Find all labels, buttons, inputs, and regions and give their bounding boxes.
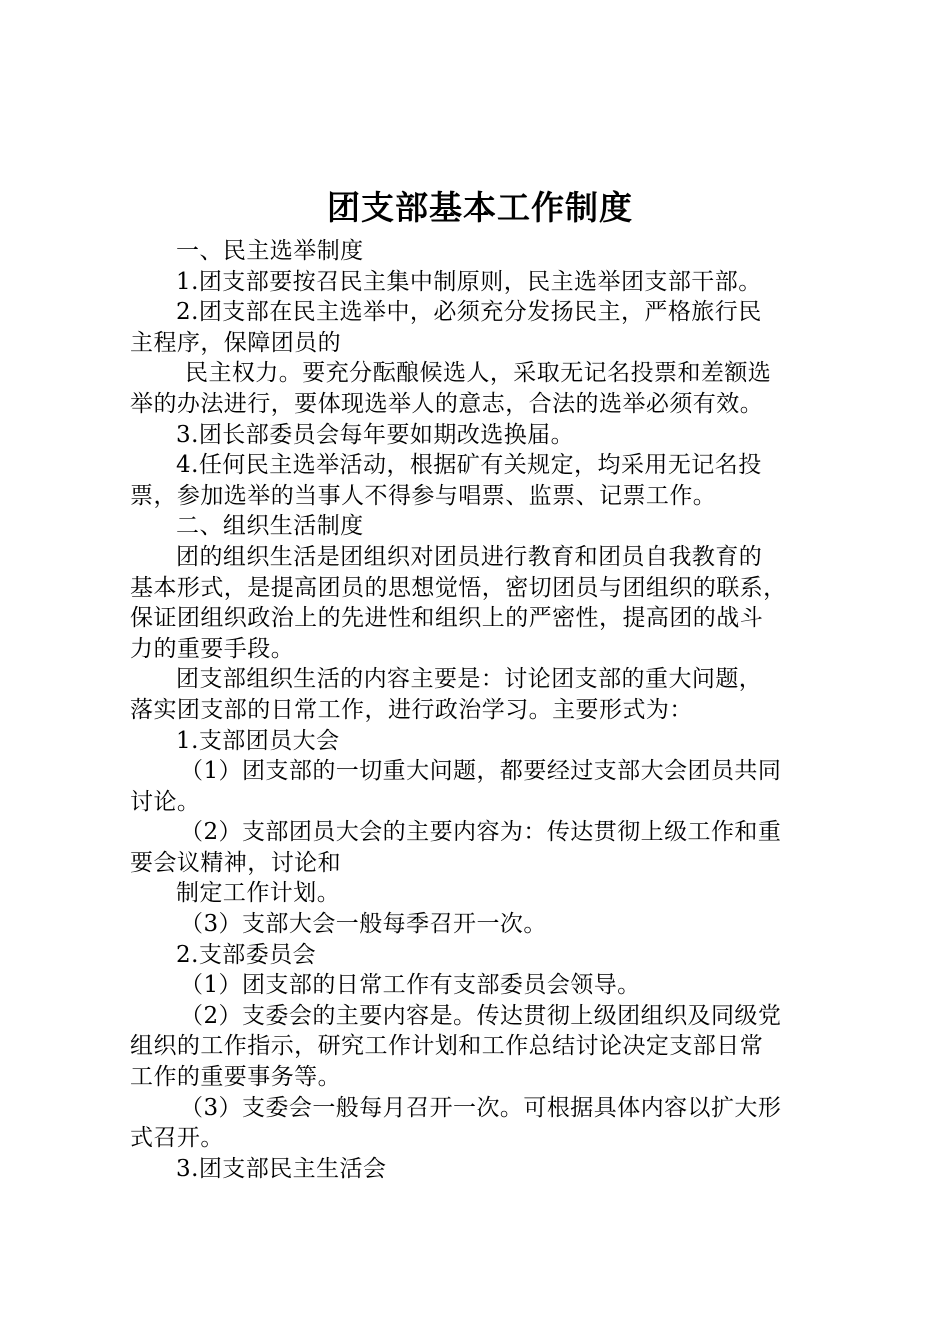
subsection-heading: 1.支部团员大会 xyxy=(176,727,340,754)
body-line: 保证团组织政治上的先进性和组织上的严密性，提高团的战斗 xyxy=(130,605,764,632)
body-line: 民主权力。要充分酝酿候选人，采取无记名投票和差额选 xyxy=(185,360,772,387)
body-line: （3）支委会一般每月召开一次。可根据具体内容以扩大形 xyxy=(180,1094,782,1121)
body-line: 票，参加选举的当事人不得参与唱票、监票、记票工作。 xyxy=(130,482,717,509)
body-line: 举的办法进行，要体现选举人的意志，合法的选举必须有效。 xyxy=(130,390,764,417)
body-line: （2）支部团员大会的主要内容为：传达贯彻上级工作和重 xyxy=(180,819,782,846)
body-line: 团支部组织生活的内容主要是：讨论团支部的重大问题， xyxy=(176,666,763,693)
document-title: 团支部基本工作制度 xyxy=(327,188,633,227)
section-heading-1: 一、民主选举制度 xyxy=(176,238,364,264)
section-heading-2: 二、组织生活制度 xyxy=(176,513,364,540)
body-line: 4.任何民主选举活动，根据矿有关规定，均采用无记名投 xyxy=(176,452,762,479)
body-line: 要会议精神，讨论和 xyxy=(130,849,342,876)
body-line: 主程序，保障团员的 xyxy=(130,329,342,356)
body-line: （1）团支部的日常工作有支部委员会领导。 xyxy=(180,972,641,999)
body-line: 讨论。 xyxy=(130,788,201,815)
body-line: 工作的重要事务等。 xyxy=(130,1064,342,1091)
subsection-heading: 2.支部委员会 xyxy=(176,941,317,968)
body-line: （3）支部大会一般每季召开一次。 xyxy=(180,911,547,938)
body-line: （2）支委会的主要内容是。传达贯彻上级团组织及同级党 xyxy=(180,1002,782,1029)
body-line: 2.团支部在民主选举中，必须充分发扬民主，严格旅行民 xyxy=(176,299,762,326)
subsection-heading: 3.团支部民主生活会 xyxy=(176,1155,387,1182)
body-line: 式召开。 xyxy=(130,1125,224,1152)
body-line: 力的重要手段。 xyxy=(130,635,295,662)
body-line: （1）团支部的一切重大问题，都要经过支部大会团员共同 xyxy=(180,758,782,785)
document-body xyxy=(130,236,830,1184)
body-line: 团的组织生活是团组织对团员进行教育和团员自我教育的 xyxy=(176,543,763,570)
body-line: 落实团支部的日常工作，进行政治学习。主要形式为： xyxy=(130,696,693,723)
body-line: 制定工作计划。 xyxy=(176,880,341,907)
body-line: 3.团长部委员会每年要如期改选换届。 xyxy=(176,421,575,448)
body-line: 基本形式，是提高团员的思想觉悟，密切团员与团组织的联系， xyxy=(130,574,787,601)
body-line: 组织的工作指示，研究工作计划和工作总结讨论决定支部日常 xyxy=(130,1033,764,1060)
body-line: 1.团支部要按召民主集中制原则，民主选举团支部干部。 xyxy=(176,268,762,295)
